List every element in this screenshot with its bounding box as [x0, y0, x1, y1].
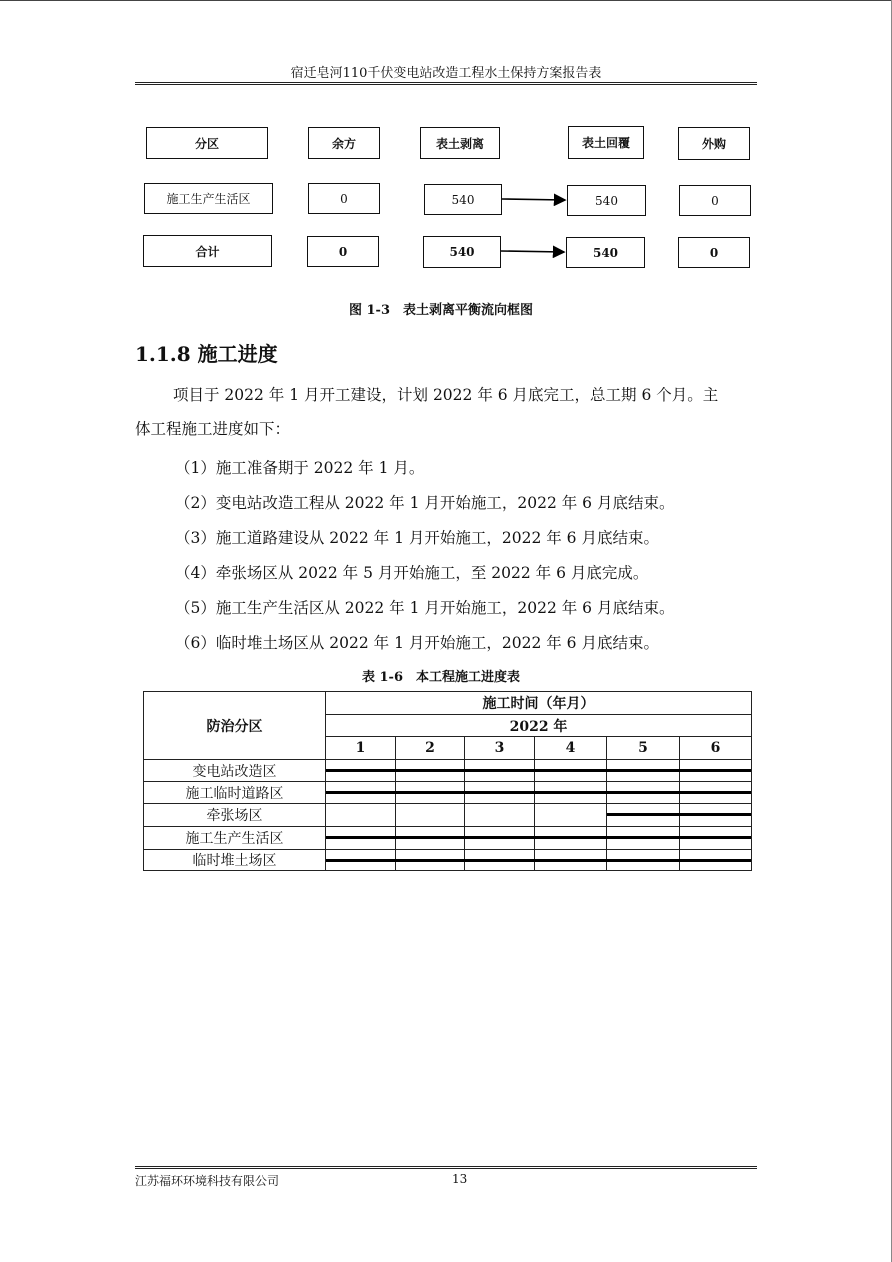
intro-line-1: 项目于 2022 年 1 月开工建设，计划 2022 年 6 月底完工，总工期 6 个月。主 — [173, 386, 719, 404]
section-heading — [135, 338, 278, 367]
table-caption: 表 1-6 本工程施工进度表 — [361, 670, 520, 685]
section-title: 施工进度 — [197, 342, 278, 366]
zone-name: 施工临时道路区 — [144, 782, 326, 804]
schedule-bar — [464, 769, 535, 772]
table-row — [144, 827, 752, 850]
schedule-bar — [534, 836, 607, 839]
month-cell — [465, 760, 535, 782]
month-cell — [680, 760, 752, 782]
flow-row1-cover: 540 — [567, 185, 646, 216]
schedule-bar — [326, 836, 396, 839]
schedule-bar — [395, 859, 465, 862]
schedule-bar — [534, 859, 607, 862]
schedule-bar — [326, 859, 396, 862]
list-item: （4）牵张场区从 2022 年 5 月开始施工，至 2022 年 6 月底完成。 — [175, 564, 649, 582]
month-cell — [326, 782, 396, 804]
schedule-bar — [464, 859, 535, 862]
flow-row2-strip: 540 — [423, 236, 501, 268]
running-header: 宿迁皂河110千伏变电站改造工程水土保持方案报告表 — [290, 66, 602, 81]
table-row — [144, 760, 752, 782]
month-cell — [396, 782, 465, 804]
month-header: 1 — [326, 737, 396, 760]
list-item: （6）临时堆土场区从 2022 年 1 月开始施工，2022 年 6 月底结束。 — [175, 634, 659, 652]
flow-row1-zone: 施工生产生活区 — [144, 183, 273, 214]
month-cell — [326, 850, 396, 871]
section-number: 1.1.8 — [135, 342, 191, 366]
list-item: （3）施工道路建设从 2022 年 1 月开始施工，2022 年 6 月底结束。 — [175, 529, 659, 547]
month-cell — [326, 760, 396, 782]
month-cell — [465, 827, 535, 850]
table-row — [144, 782, 752, 804]
zone-header: 防治分区 — [144, 692, 326, 760]
schedule-bar — [534, 791, 607, 794]
list-item: （5）施工生产生活区从 2022 年 1 月开始施工，2022 年 6 月底结束。 — [175, 599, 675, 617]
month-cell — [396, 804, 465, 827]
month-cell — [465, 782, 535, 804]
month-cell — [607, 804, 680, 827]
table-row — [144, 850, 752, 871]
year-header: 2022 年 — [326, 715, 752, 737]
flow-row2-zone: 合计 — [143, 235, 272, 267]
schedule-bar — [606, 769, 680, 772]
month-cell — [396, 827, 465, 850]
zone-name: 施工生产生活区 — [144, 827, 326, 850]
flow-header-cover: 表土回覆 — [568, 126, 644, 159]
month-header: 5 — [607, 737, 680, 760]
flow-row2-surplus: 0 — [307, 236, 379, 267]
month-cell — [396, 760, 465, 782]
schedule-bar — [326, 791, 396, 794]
month-cell — [465, 804, 535, 827]
time-header: 施工时间（年月） — [326, 692, 752, 715]
month-cell — [535, 782, 607, 804]
month-cell — [535, 760, 607, 782]
zone-name: 临时堆土场区 — [144, 850, 326, 871]
table-row — [144, 804, 752, 827]
month-cell — [607, 760, 680, 782]
zone-name: 牵张场区 — [144, 804, 326, 827]
schedule-table — [143, 691, 752, 871]
schedule-bar — [606, 859, 680, 862]
month-header: 4 — [535, 737, 607, 760]
schedule-bar — [679, 791, 751, 794]
month-cell — [396, 850, 465, 871]
month-cell — [535, 827, 607, 850]
month-header: 2 — [396, 737, 465, 760]
schedule-bar — [679, 769, 751, 772]
page-number: 13 — [452, 1172, 468, 1186]
flow-header-buy: 外购 — [678, 127, 750, 160]
flow-row1-strip: 540 — [424, 184, 502, 215]
schedule-bar — [606, 836, 680, 839]
footer-company: 江苏福环环境科技有限公司 — [135, 1174, 280, 1188]
month-cell — [680, 850, 752, 871]
flow-header-strip: 表土剥离 — [420, 127, 500, 159]
schedule-bar — [607, 813, 680, 816]
schedule-bar — [326, 769, 396, 772]
zone-name: 变电站改造区 — [144, 760, 326, 782]
flow-header-surplus: 余方 — [308, 127, 380, 159]
month-cell — [607, 782, 680, 804]
flow-arrow-row1 — [502, 199, 565, 200]
list-item: （1）施工准备期于 2022 年 1 月。 — [175, 459, 425, 477]
schedule-bar — [395, 791, 465, 794]
month-cell — [680, 782, 752, 804]
schedule-bar — [464, 791, 535, 794]
flow-row1-buy: 0 — [679, 185, 751, 216]
flow-arrow-row2 — [501, 251, 564, 252]
month-cell — [535, 804, 607, 827]
footer-rule — [135, 1166, 757, 1169]
schedule-bar — [679, 859, 751, 862]
list-item: （2）变电站改造工程从 2022 年 1 月开始施工，2022 年 6 月底结束。 — [175, 494, 675, 512]
intro-line-2: 体工程施工进度如下： — [135, 420, 291, 438]
month-cell — [680, 827, 752, 850]
schedule-bar — [679, 836, 751, 839]
month-cell — [607, 827, 680, 850]
flow-row2-buy: 0 — [678, 237, 750, 268]
schedule-bar — [534, 769, 607, 772]
schedule-bar — [679, 813, 751, 816]
schedule-bar — [395, 836, 465, 839]
schedule-bar — [606, 791, 680, 794]
month-cell — [680, 804, 752, 827]
flow-row1-surplus: 0 — [308, 183, 380, 214]
month-cell — [465, 850, 535, 871]
month-header: 3 — [465, 737, 535, 760]
month-header: 6 — [680, 737, 752, 760]
flow-row2-cover: 540 — [566, 237, 645, 268]
flow-arrows — [0, 0, 892, 300]
schedule-bar — [464, 836, 535, 839]
figure-caption: 图 1-3 表土剥离平衡流向框图 — [348, 303, 533, 318]
month-cell — [535, 850, 607, 871]
month-cell — [607, 850, 680, 871]
month-cell — [326, 804, 396, 827]
schedule-bar — [395, 769, 465, 772]
month-cell — [326, 827, 396, 850]
flow-header-zone: 分区 — [146, 127, 268, 159]
